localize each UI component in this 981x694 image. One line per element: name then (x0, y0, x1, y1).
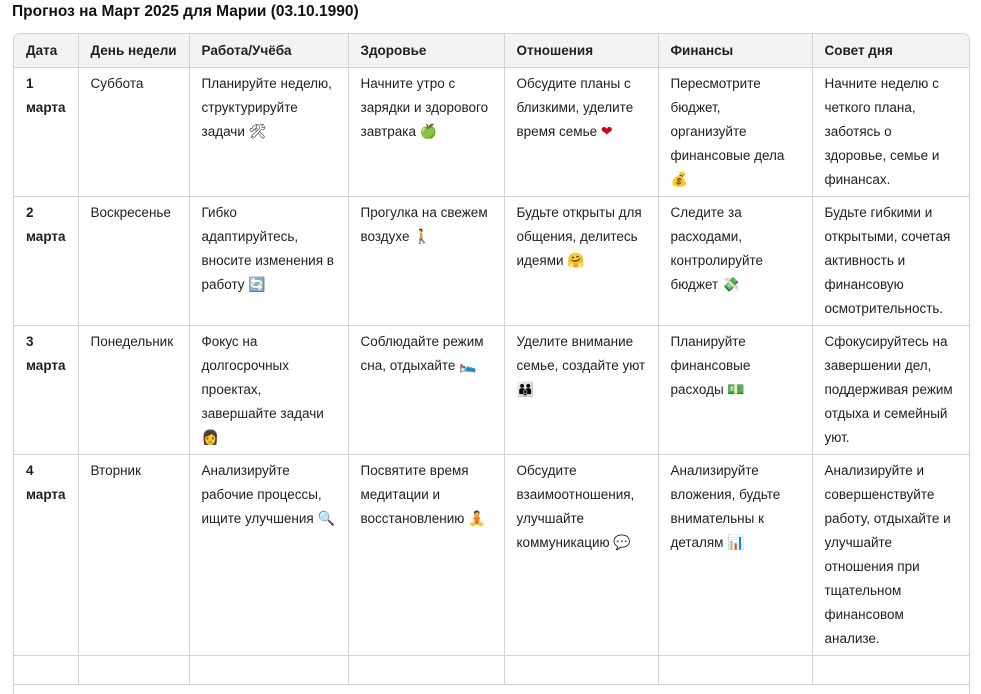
weekday-cell: Суббота (78, 68, 189, 197)
woman-office-worker-icon: 👩 (201, 430, 219, 446)
work-cell (189, 68, 348, 197)
weekday-cell: Воскресенье (78, 197, 189, 326)
health-text: Прогулка на свежем воздухе (360, 205, 488, 244)
magnifying-glass-icon: 🔍 (317, 511, 335, 527)
work-cell (189, 197, 348, 326)
health-text: Соблюдайте режим сна, отдыхайте (360, 334, 484, 373)
column-header-weekday: День недели (78, 34, 189, 68)
work-text: Анализируйте рабочие процессы, ищите улучшения (201, 463, 322, 526)
table-row (14, 197, 969, 326)
table-row (14, 68, 969, 197)
relations-cell (504, 326, 658, 455)
date-cell: 2 марта (14, 197, 78, 326)
weekday-cell: Вторник (78, 455, 189, 656)
finance-cell (658, 197, 812, 326)
column-header-work: Работа/Учёба (189, 34, 348, 68)
finance-cell (658, 326, 812, 455)
relations-cell (504, 68, 658, 197)
relations-text: Уделите внимание семье, создайте уют (516, 334, 646, 373)
hugging-face-icon: 🤗 (567, 253, 585, 269)
banknote-icon: 💵 (727, 382, 745, 398)
table-header-row (14, 34, 969, 68)
green-apple-icon: 🍏 (419, 124, 438, 140)
tools-icon: 🛠 (248, 124, 267, 140)
column-header-advice: Совет дня (812, 34, 969, 68)
relations-cell (504, 197, 658, 326)
sleeping-bed-icon: 🛌 (459, 358, 477, 374)
forecast-table-container (13, 33, 970, 694)
forecast-table (14, 34, 969, 685)
date-cell: 3 марта (14, 326, 78, 455)
health-text: Посвятите время медитации и восстановлению (360, 463, 469, 526)
advice-cell: Сфокусируйтесь на завершении дел, поддерживая режим отдыха и семейный уют. (812, 326, 969, 455)
money-bag-icon: 💰 (670, 172, 688, 188)
work-cell (189, 326, 348, 455)
work-text: Гибко адаптируйтесь, вносите изменения в работу (201, 205, 334, 292)
speech-balloon-icon: 💬 (613, 535, 631, 551)
column-header-finance: Финансы (658, 34, 812, 68)
health-cell (348, 455, 504, 656)
family-icon: 👪 (516, 382, 534, 398)
relations-text: Будьте открыты для общения, делитесь идеями (516, 205, 642, 268)
column-header-date: Дата (14, 34, 78, 68)
finance-cell (658, 455, 812, 656)
page-title: Прогноз на Март 2025 для Марии (03.10.1990) (12, 3, 359, 20)
finance-text: Следите за расходами, контролируйте бюджет (670, 205, 764, 292)
health-cell (348, 68, 504, 197)
meditation-icon: 🧘 (468, 511, 486, 527)
money-with-wings-icon: 💸 (721, 277, 740, 293)
finance-text: Пересмотрите бюджет, организуйте финансовые дела (670, 76, 785, 163)
health-cell (348, 326, 504, 455)
weekday-cell: Понедельник (78, 326, 189, 455)
column-header-health: Здоровье (348, 34, 504, 68)
table-row (14, 326, 969, 455)
work-text: Планируйте неделю, структурируйте задачи (201, 76, 332, 139)
refresh-arrows-icon: 🔄 (248, 277, 266, 293)
person-walking-icon: 🚶 (413, 229, 431, 245)
relations-text: Обсудите планы с близкими, уделите время семье (516, 76, 634, 139)
relations-text: Обсудите взаимоотношения, улучшайте коммуникацию (516, 463, 635, 550)
health-cell (348, 197, 504, 326)
table-row (14, 455, 969, 656)
work-text: Фокус на долгосрочных проектах, завершайте задачи (201, 334, 324, 421)
advice-cell: Будьте гибкими и открытыми, сочетая активность и финансовую осмотрительность. (812, 197, 969, 326)
relations-cell (504, 455, 658, 656)
advice-cell: Начните неделю с четкого плана, заботясь о здоровье, семье и финансах. (812, 68, 969, 197)
health-text: Начните утро с зарядки и здорового завтрака (360, 76, 489, 139)
red-heart-icon: ❤ (600, 124, 613, 140)
advice-cell: Анализируйте и совершенствуйте работу, отдыхайте и улучшайте отношения при тщательном финансовом анализе. (812, 455, 969, 656)
column-header-relations: Отношения (504, 34, 658, 68)
finance-cell (658, 68, 812, 197)
work-cell (189, 455, 348, 656)
finance-text: Планируйте финансовые расходы (670, 334, 751, 397)
date-cell: 1 марта (14, 68, 78, 197)
date-cell: 4 марта (14, 455, 78, 656)
bar-chart-icon: 📊 (727, 535, 745, 551)
finance-text: Анализируйте вложения, будьте внимательны к деталям (670, 463, 781, 550)
